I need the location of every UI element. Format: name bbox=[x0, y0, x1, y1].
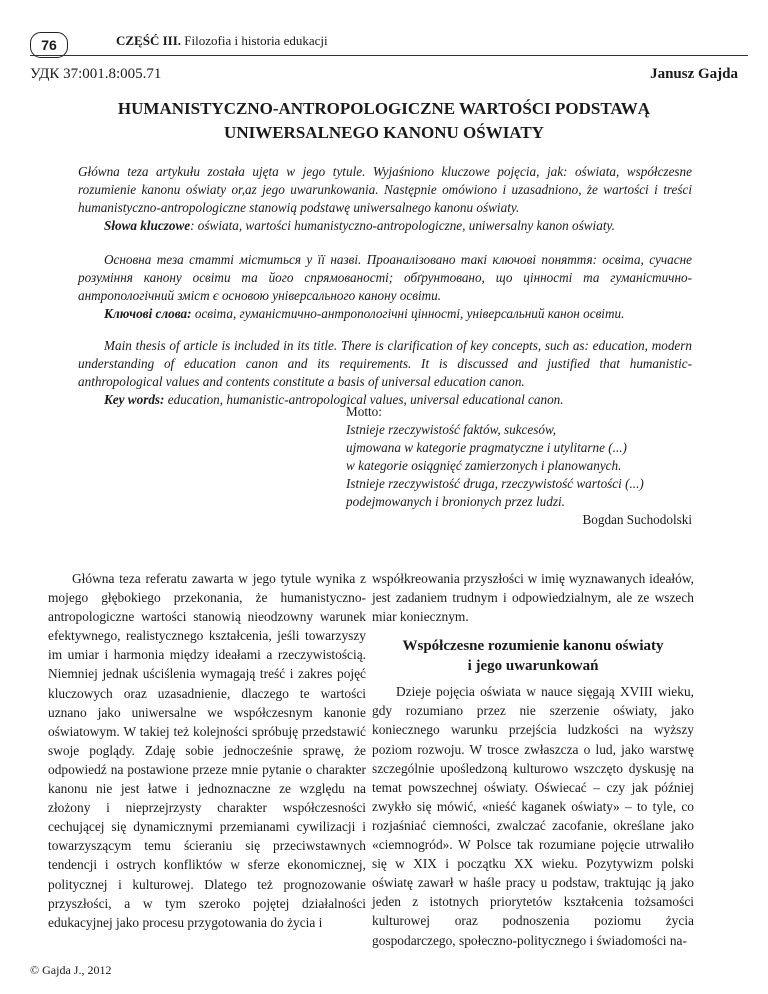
motto-author: Bogdan Suchodolski bbox=[582, 512, 692, 527]
abstract-english bbox=[78, 337, 692, 409]
motto-line: ujmowana w kategorie pragmatyczne i utylitarne (...) bbox=[346, 440, 627, 455]
body-column-left bbox=[48, 569, 366, 932]
running-header bbox=[116, 33, 328, 49]
keywords-polish-text: : oświata, wartości humanistyczno-antropologiczne, uniwersalny kanon oświaty. bbox=[190, 218, 615, 233]
motto-line: w kategorie osiągnięć zamierzonych i planowanych. bbox=[346, 458, 622, 473]
motto-line: Istnieje rzeczywistość druga, rzeczywistość wartości (...) bbox=[346, 476, 644, 491]
body-paragraph-continued: współkreowania przyszłości w imię wyznawanych ideałów, jest zadaniem trudnym i odpowiedzialnym, ale ze wszech miar koniecznym. bbox=[372, 571, 694, 625]
keywords-polish bbox=[78, 217, 692, 235]
section-heading-line-2: i jego uwarunkowań bbox=[467, 658, 599, 675]
udk-code: УДК 37:001.8:005.71 bbox=[30, 66, 162, 82]
keywords-english-label: Key words: bbox=[104, 392, 165, 407]
running-header-part: CZĘŚĆ III. bbox=[116, 33, 182, 48]
title-line-2: UNIWERSALNEGO KANONU OŚWIATY bbox=[224, 123, 544, 142]
keywords-ukrainian-label: Ключові слова: bbox=[104, 306, 192, 321]
body-column-right bbox=[372, 569, 694, 950]
keywords-english-text: education, humanistic-antropological values, universal educational canon. bbox=[164, 392, 564, 407]
section-heading bbox=[372, 636, 694, 676]
abstract-ukrainian bbox=[78, 251, 692, 323]
body-paragraph: Główna teza referatu zawarta w jego tytule wynika z mojego głębokiego przekonania, że humanistyczno-antropologiczne wartości stanowią nieodzowny warunek efektywnego, realistycznego kształcenia, jeśli towarzyszy im umiar i harmonia między ideałami a rzeczywistością. Niemniej jednak uściślenia wymagają treść i zakres pojęć kluczowych oraz uzasadnienie, dlaczego te wartości uznano jako uniwersalne we współczesnym kanonie oświatowym. W takiej też kolejności spróbuję przedstawić swoje poglądy. Zdaję sobie jednocześnie sprawę, że odpowiedź na postawione przeze mnie pytanie o charakter kanonu nie jest łatwe i jednoznaczne ze względu na złożony i nieprzejrzysty charakter współczesności cechującej się dynamicznymi przemianami cywilizacji i towarzyszącym temu ścieraniu się przeciwstawnych tendencji i ostrych konfliktów w sferze ekonomicznej, politycznej i kulturowej. Dlatego też prognozowanie przyszłości, a w tym szeroko pojętej działalności edukacyjnej jako procesu przygotowania do życia i bbox=[48, 571, 366, 930]
motto-line: Istnieje rzeczywistość faktów, sukcesów, bbox=[346, 422, 557, 437]
abstract-english-text: Main thesis of article is included in its title. There is clarification of key concepts, such as: education, modern understanding of education canon and its requirements. It is discussed and justified that humanistic-anthropological values and contents constitute a basis of universal education canon. bbox=[78, 338, 692, 389]
section-heading-line-1: Współczesne rozumienie kanonu oświaty bbox=[402, 638, 664, 655]
motto-line: podejmowanych i bronionych przez ludzi. bbox=[346, 494, 565, 509]
motto-label: Motto: bbox=[346, 404, 382, 419]
header-rule bbox=[30, 55, 748, 56]
title-line-1: HUMANISTYCZNO-ANTROPOLOGICZNE WARTOŚCI PODSTAWĄ bbox=[117, 99, 651, 118]
keywords-polish-label: Słowa kluczowe bbox=[104, 218, 191, 233]
abstract-polish bbox=[78, 163, 692, 235]
abstract-ukrainian-text: Основна теза статті міститься у її назві. Проаналізовано такі ключові поняття: освіта, сучасне розуміння канону освіти та його спрямованості; обґрунтовано, що цінності та гуманістично-антропологічний зміст є основою універсального канону освіти. bbox=[78, 252, 692, 303]
motto bbox=[346, 403, 692, 529]
author-name: Janusz Gajda bbox=[650, 66, 738, 82]
copyright-footnote: © Gajda J., 2012 bbox=[30, 963, 112, 977]
keywords-ukrainian-text: освіта, гуманістично-антропологічні цінності, універсальний канон освіти. bbox=[191, 306, 625, 321]
abstract-polish-text: Główna teza artykułu została ujęta w jego tytule. Wyjaśniono kluczowe pojęcia, jak: oświata, współczesne rozumienie kanonu oświaty or,az jego uwarunkowania. Następnie omówiono i uzasadniono, że wartości i treści humanistyczno-antropologiczne stanowią podstawę uniwersalnego kanonu oświaty. bbox=[78, 164, 692, 215]
running-header-title: Filozofia i historia edukacji bbox=[184, 33, 328, 48]
article-title bbox=[60, 97, 708, 145]
keywords-ukrainian bbox=[78, 305, 692, 323]
body-paragraph: Dzieje pojęcia oświata w nauce sięgają XVIII wieku, gdy rozumiano przez nie szerzenie oświaty, jako koniecznego warunku przejścia ludzkości na wyższy poziom rozwoju. W trosce zwłaszcza o lud, jako warstwę szczególnie upośledzoną kulturowo wszczęto dyskusję na temat powszechnej oświaty. Oświecać – czy jak później zwykło się mówić, «nieść kaganek oświaty» – to tyle, co rozjaśniać ciemności, zwalczać zacofanie, określane jako «ciemnogród». W Polsce tak rozumiane pojęcie utrwaliło się w XIX i początku XX wieku. Pozytywizm polski oświatę zawarł w haśle pracy u podstaw, traktując ją jako jeden z istotnych priorytetów kształcenia tożsamości kulturowej oraz podnoszenia poziomu życia gospodarczego, społeczno-politycznego i świadomości na- bbox=[372, 684, 694, 948]
page-number-badge: 76 bbox=[30, 32, 68, 58]
